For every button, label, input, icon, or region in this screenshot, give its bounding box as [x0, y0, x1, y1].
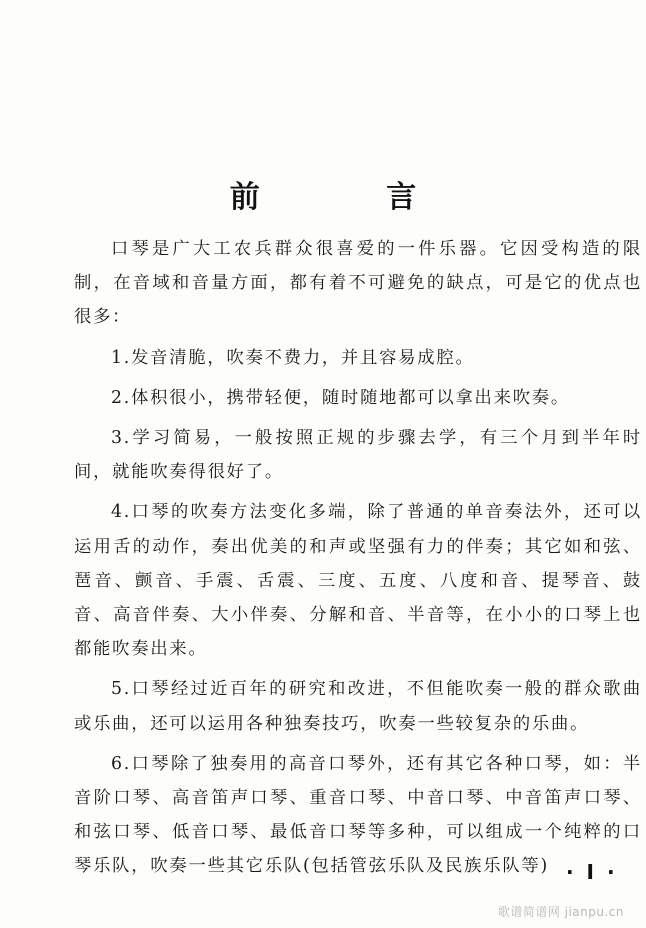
paragraph-item-1: 1.发音清脆，吹奏不费力，并且容易成腔。 [111, 347, 475, 368]
paragraph-item-4: 4.口琴的吹奏方法变化多端，除了普通的单音奏法外，还可以运用舌的动作，奏出优美的和声或坚强有力的伴奏；其它如和弦、琶音、颤音、手震、舌震、三度、五度、八度和音、提琴音、鼓音、高音伴奏、大小伴奏、分解和音、半音等，在小小的口琴上也都能吹奏出来。 [74, 502, 642, 660]
page-title: 前 言 [229, 180, 475, 215]
body-text [74, 232, 642, 884]
paragraph-item-5: 5.口琴经过近百年的研究和改进，不但能吹奏一般的群众歌曲或乐曲，还可以运用各种独奏技巧，吹奏一些较复杂的乐曲。 [74, 679, 642, 734]
paragraph-item-2: 2.体积很小，携带轻便，随时随地都可以拿出来吹奏。 [111, 387, 570, 408]
paragraph-intro: 口琴是广大工农兵群众很喜爱的一件乐器。它因受构造的限制，在音域和音量方面，都有着不可避免的缺点，可是它的优点也很多： [74, 239, 642, 328]
paragraph-item-3: 3.学习简易，一般按照正规的步骤去学，有三个月到半年时间，就能吹奏得很好了。 [74, 428, 642, 483]
paragraph-item-6: 6.口琴除了独奏用的高音口琴外，还有其它各种口琴，如：半音阶口琴、高音笛声口琴、重音口琴、中音口琴、中音笛声口琴、和弦口琴、低音口琴、最低音口琴等多种，可以组成一个纯粹的口琴乐队，吹奏一些其它乐队(包括管弦乐队及民族乐队等) [74, 753, 642, 877]
page-number: · I · [566, 860, 618, 884]
watermark: 歌谱简谱网 jianpu.cn [497, 905, 624, 919]
